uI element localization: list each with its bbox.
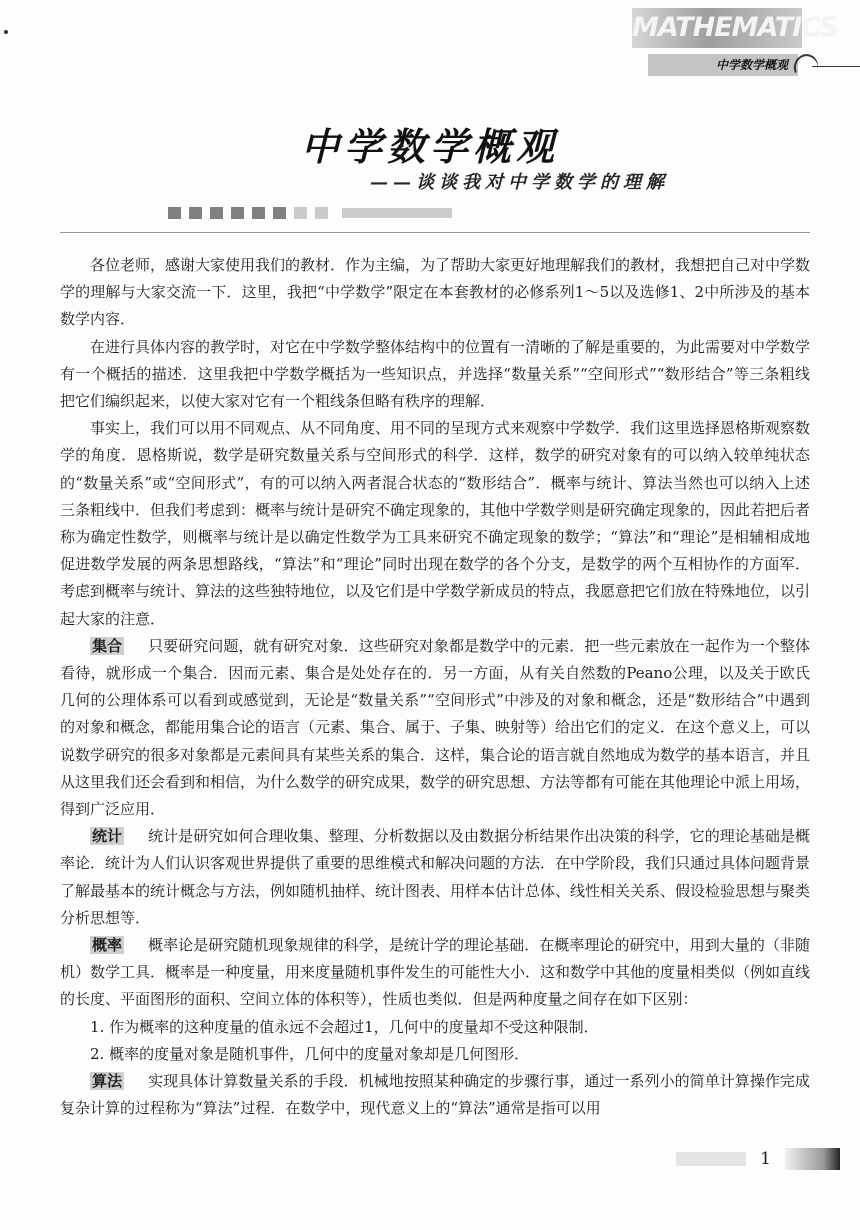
author-glyph xyxy=(273,207,286,219)
paragraph-algorithm xyxy=(60,1068,810,1122)
paragraph-sets xyxy=(60,633,810,823)
term-sets: 集合 xyxy=(92,636,123,655)
list-item: 2. 概率的度量对象是随机事件，几何中的度量对象却是几何图形． xyxy=(90,1044,530,1063)
author-glyph xyxy=(252,207,265,219)
list-item: 1. 作为概率的这种度量的值永远不会超过1，几何中的度量却不受这种限制． xyxy=(90,1017,599,1036)
author-glyph xyxy=(210,207,223,219)
author-glyph xyxy=(231,207,244,219)
author-glyph xyxy=(168,207,181,219)
paragraph-intro: 各位老师，感谢大家使用我们的教材．作为主编，为了帮助大家更好地理解我们的教材，我想把自己对中学数学的理解与大家交流一下．这里，我把“中学数学”限定在本套教材的必修系列1～5以及选修1、2中所涉及的基本数学内容． xyxy=(60,256,811,329)
header-rule xyxy=(812,66,860,67)
paragraph-algorithm-text: 实现具体计算数量关系的手段．机械地按照某种确定的步骤行事，通过一系列小的简单计算操作完成复杂计算的过程称为“算法”过程．在数学中，现代意义上的“算法”通常是指可以用 xyxy=(60,1072,810,1118)
page-number: 1 xyxy=(760,1149,771,1169)
term-statistics: 统计 xyxy=(92,827,123,846)
paragraph-probability-text: 概率论是研究随机现象规律的科学，是统计学的理论基础．在概率理论的研究中，用到大量的（非随机）数学工具．概率是一种度量，用来度量随机事件发生的可能性大小．这和数学中其他的度量相类似（例如直线的长度、平面图形的面积、空间立体的体积等），性质也类似．但是两种度量之间存在如下区别： xyxy=(60,936,811,1009)
author-line-illegible xyxy=(168,207,452,219)
running-header-title: 中学数学概观 xyxy=(648,54,798,76)
mathematics-logo: MATHEMATICS xyxy=(632,8,802,48)
author-glyph xyxy=(294,207,307,219)
title-divider xyxy=(60,232,810,233)
running-header xyxy=(610,0,860,90)
paragraph-statistics xyxy=(60,823,810,932)
page-footer xyxy=(676,1148,840,1170)
scan-speck xyxy=(4,30,8,34)
article-body xyxy=(60,252,810,1123)
term-algorithm: 算法 xyxy=(92,1072,123,1091)
paragraph-sets-text: 只要研究问题，就有研究对象．这些研究对象都是数学中的元素．把一些元素放在一起作为一个整体看待，就形成一个集合．因而元素、集合是处处存在的．另一方面，从有关自然数的Peano公理，以及关于欧氏几何的公理体系可以看到或感觉到，无论是“数量关系”“空间形式”中涉及的对象和概念，还是“数形结合”中遇到的对象和概念，都能用集合论的语言（元素、集合、属于、子集、映射等）给出它们的定义．在这个意义上，可以说数学研究的很多对象都是元素间具有某些关系的集合．这样，集合论的语言就自然地成为数学的基本语言，并且从这里我们还会看到和相信，为什么数学的研究成果，数学的研究思想、方法等都有可能在其他理论中派上用场，得到广泛应用． xyxy=(60,636,811,819)
paragraph-probability xyxy=(60,932,810,1014)
author-glyph xyxy=(189,207,202,219)
author-affiliation-smudge xyxy=(342,208,452,218)
paragraph-overview: 在进行具体内容的教学时，对它在中学数学整体结构中的位置有一清晰的了解是重要的，为此需要对中学数学有一个概括的描述．这里我把中学数学概括为一些知识点，并选择“数量关系”“空间形式”“数形结合”等三条粗线把它们编织起来，以使大家对它有一个粗线条但略有秩序的理解． xyxy=(60,337,811,411)
footer-gradient-tab xyxy=(785,1148,840,1170)
author-glyph xyxy=(315,207,328,219)
article-title: 中学数学概观 xyxy=(300,124,559,169)
paragraph-statistics-text: 统计是研究如何合理收集、整理、分析数据以及由数据分析结果作出决策的科学，它的理论基础是概率论．统计为人们认识客观世界提供了重要的思维模式和解决问题的方法．在中学阶段，我们只通过具体问题背景了解最基本的统计概念与方法，例如随机抽样、统计图表、用样本估计总体、线性相关关系、假设检验思想与聚类分析思想等． xyxy=(60,827,811,927)
article-subtitle: ——谈谈我对中学数学的理解 xyxy=(370,172,669,193)
paragraph-engels: 事实上，我们可以用不同观点、从不同角度、用不同的呈现方式来观察中学数学．我们这里选择恩格斯观察数学的角度．恩格斯说，数学是研究数量关系与空间形式的科学．这样，数学的研究对象有的可以纳入较单纯状态的“数量关系”或“空间形式”，有的可以纳入两者混合状态的“数形结合”．概率与统计、算法当然也可以纳入上述三条粗线中．但我们考虑到：概率与统计是研究不确定现象的，其他中学数学则是研究确定现象的，因此若把后者称为确定性数学，则概率与统计是以确定性数学为工具来研究不确定现象的数学；“算法”和“理论”是相辅相成地促进数学发展的两条思想路线，“算法”和“理论”同时出现在数学的各个分支，是数学的两个互相协作的方面军．考虑到概率与统计、算法的这些独特地位，以及它们是中学数学新成员的特点，我愿意把它们放在特殊地位，以引起大家的注意． xyxy=(60,419,811,628)
footer-smudge xyxy=(676,1152,746,1166)
term-probability: 概率 xyxy=(92,936,123,955)
